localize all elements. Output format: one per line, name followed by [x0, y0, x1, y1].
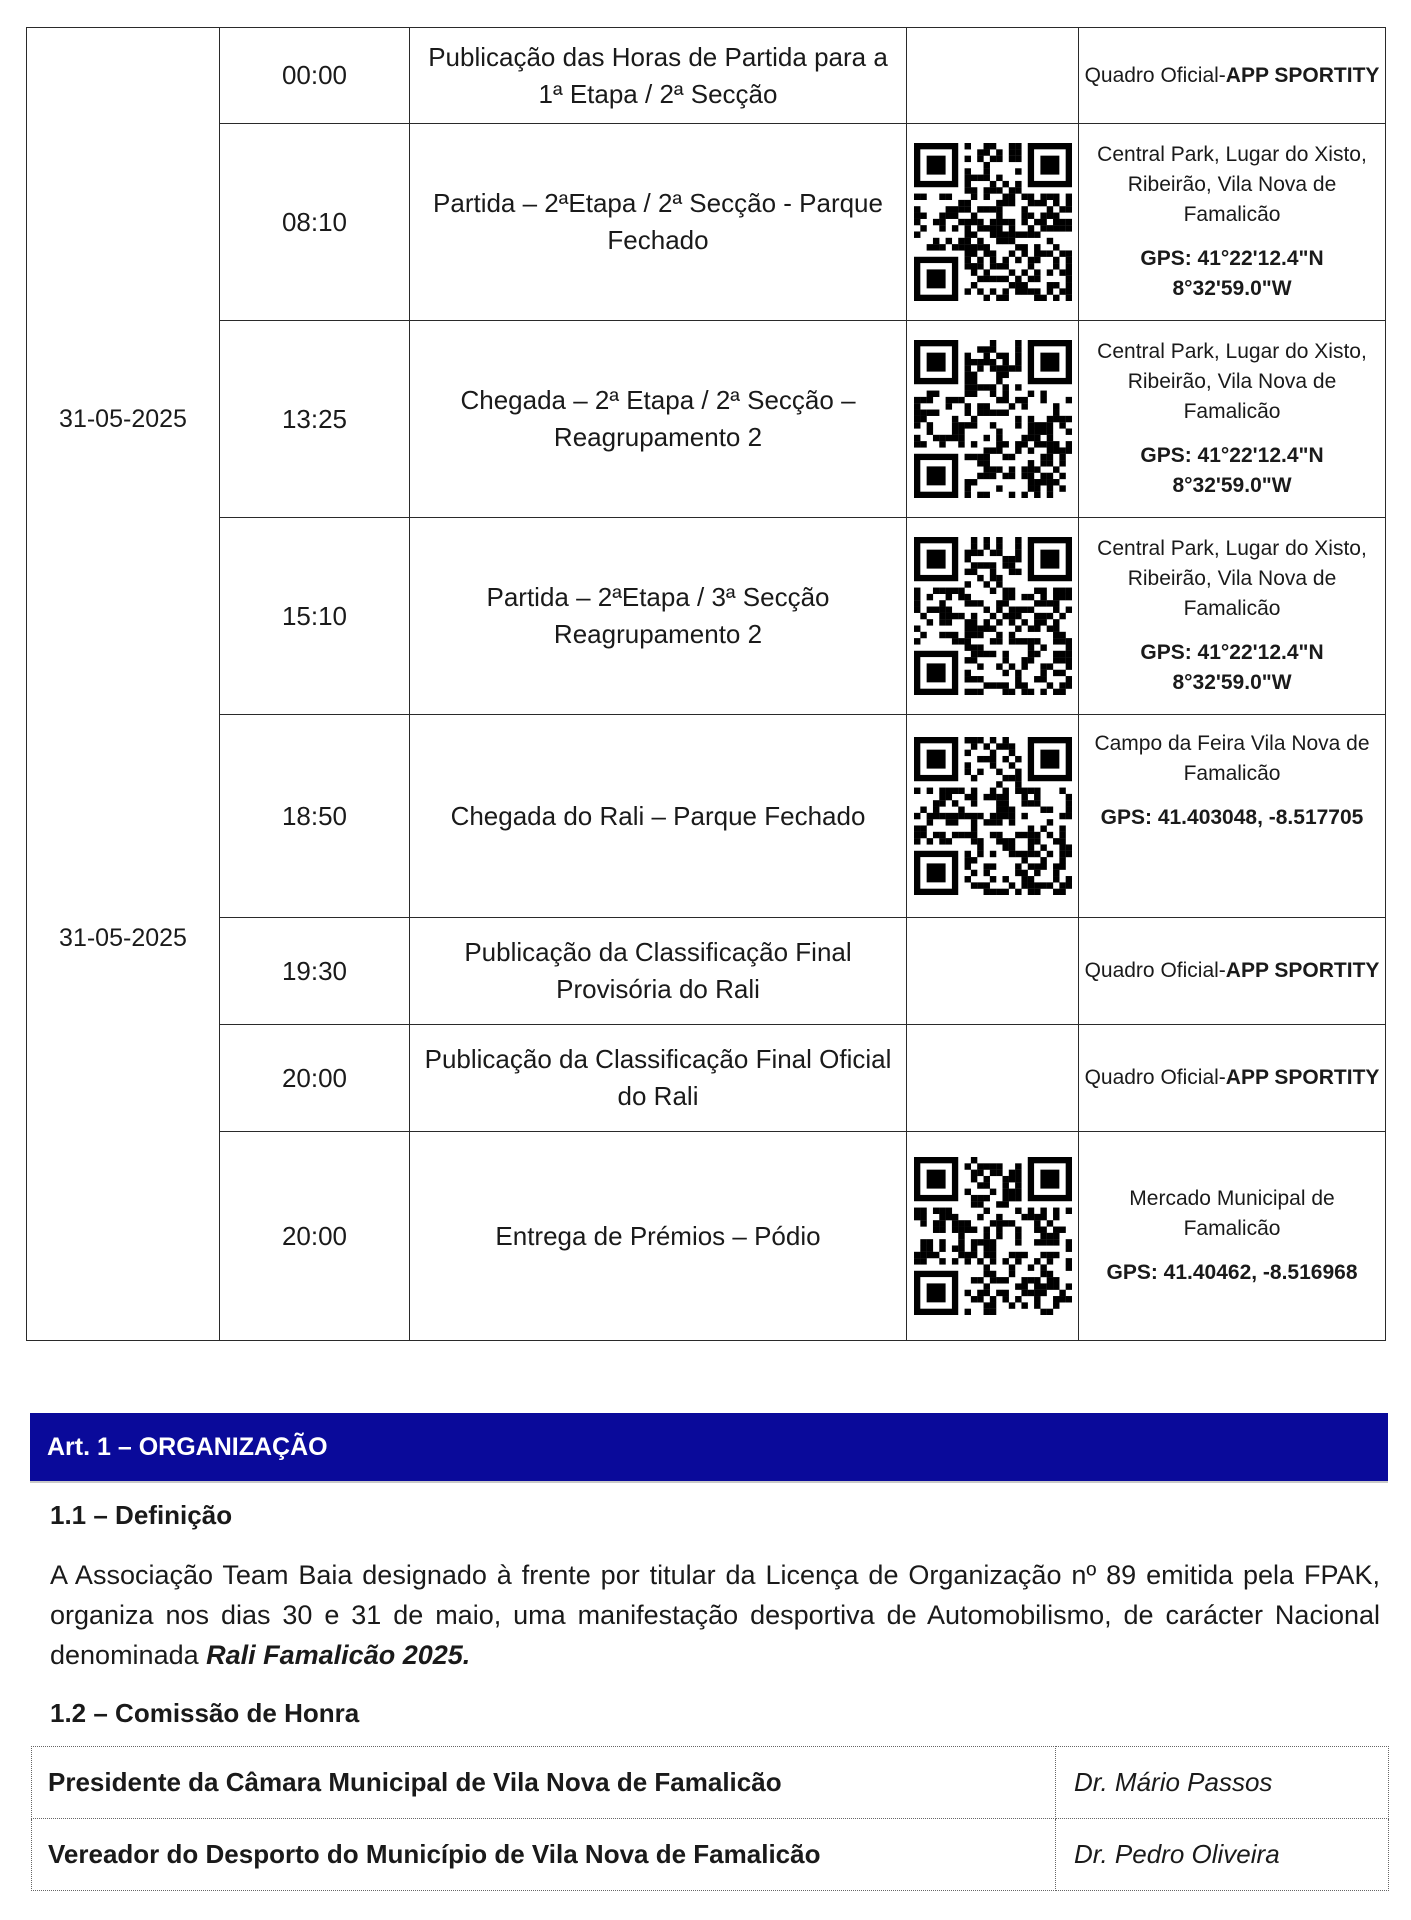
honour-table: [31, 1746, 1389, 1891]
location-cell: [1079, 1025, 1386, 1132]
section-title-honour: 1.2 – Comissão de Honra: [50, 1698, 360, 1728]
event-cell: Chegada – 2ª Etapa / 2ª Secção – Reagrupamento 2: [410, 321, 907, 518]
location-prefix: Quadro Oficial-: [1084, 1066, 1226, 1089]
location-address: Central Park, Lugar do Xisto, Ribeirão, Vila Nova de Famalicão: [1097, 537, 1367, 620]
location-gps: GPS: 41°22'12.4"N 8°32'59.0"W: [1140, 444, 1324, 497]
location-cell: [1079, 1132, 1386, 1341]
event-name: Rali Famalicão 2025.: [206, 1640, 471, 1670]
location-prefix: Quadro Oficial-: [1084, 63, 1226, 87]
location-cell: [1079, 28, 1386, 124]
date-cell-empty: [27, 518, 220, 715]
qr-code-icon: [914, 537, 1072, 695]
date-cell-empty: [27, 28, 220, 124]
qr-code-icon: [914, 143, 1072, 301]
time-cell: 20:00: [220, 1025, 410, 1132]
qr-cell: [907, 715, 1079, 918]
location-cell: [1079, 918, 1386, 1025]
location-gps: GPS: 41°22'12.4"N 8°32'59.0"W: [1140, 641, 1324, 694]
table-row: [27, 918, 1386, 1025]
definition-text: A Associação Team Baia designado à frente por titular da Licença de Organização nº 89 emitida pela FPAK, organiza nos dias 30 e 31 de maio, uma manifestação desportiva de Automobilismo, de carácter Nacional denominada: [50, 1560, 1380, 1670]
honour-role: Vereador do Desporto do Município de Vila Nova de Famalicão: [32, 1819, 1056, 1891]
definition-paragraph: [50, 1555, 1380, 1675]
location-gps: GPS: 41.40462, -8.516968: [1106, 1261, 1358, 1284]
location-address: Central Park, Lugar do Xisto, Ribeirão, Vila Nova de Famalicão: [1097, 143, 1367, 226]
honour-name: Dr. Pedro Oliveira: [1056, 1819, 1389, 1891]
date-cell-empty: [27, 1025, 220, 1132]
qr-cell: [907, 321, 1079, 518]
time-cell: 18:50: [220, 715, 410, 918]
date-cell: 31-05-2025: [27, 321, 220, 518]
location-app: APP SPORTITY: [1225, 959, 1380, 982]
qr-cell: [907, 518, 1079, 715]
location-gps: GPS: 41°22'12.4"N 8°32'59.0"W: [1140, 247, 1324, 300]
event-cell: Publicação da Classificação Final Provisória do Rali: [410, 918, 907, 1025]
location-cell: [1079, 715, 1386, 918]
qr-code-icon: [914, 737, 1072, 895]
qr-cell-empty: [907, 918, 1079, 1025]
table-row: [27, 321, 1386, 518]
location-address: Campo da Feira Vila Nova de Famalicão: [1094, 732, 1370, 785]
qr-cell-empty: [907, 28, 1079, 124]
table-row: [27, 715, 1386, 918]
time-cell: 19:30: [220, 918, 410, 1025]
location-gps: GPS: 41.403048, -8.517705: [1100, 806, 1364, 829]
table-row: [27, 1132, 1386, 1341]
table-row: [27, 518, 1386, 715]
article-heading: Art. 1 – ORGANIZAÇÃO: [47, 1432, 328, 1461]
table-row: [32, 1819, 1389, 1891]
location-prefix: Quadro Oficial-: [1084, 959, 1226, 982]
honour-name: Dr. Mário Passos: [1056, 1747, 1389, 1819]
location-cell: [1079, 321, 1386, 518]
event-cell: Partida – 2ªEtapa / 3ª Secção Reagrupamento 2: [410, 518, 907, 715]
date-cell-empty: [27, 1132, 220, 1341]
location-app: APP SPORTITY: [1225, 1066, 1380, 1089]
qr-code-icon: [914, 340, 1072, 498]
location-app: APP SPORTITY: [1225, 63, 1380, 87]
qr-cell-empty: [907, 1025, 1079, 1132]
event-cell: Publicação das Horas de Partida para a 1ª Etapa / 2ª Secção: [410, 28, 907, 124]
location-cell: [1079, 124, 1386, 321]
location-address: Central Park, Lugar do Xisto, Ribeirão, Vila Nova de Famalicão: [1097, 340, 1367, 423]
event-cell: Partida – 2ªEtapa / 2ª Secção - Parque Fechado: [410, 124, 907, 321]
date-cell-empty: [27, 124, 220, 321]
table-row: [32, 1747, 1389, 1819]
time-cell: 00:00: [220, 28, 410, 124]
qr-code-icon: [914, 1157, 1072, 1315]
location-address: Mercado Municipal de Famalicão: [1129, 1187, 1335, 1240]
section-title-definition: 1.1 – Definição: [50, 1500, 233, 1530]
time-cell: 20:00: [220, 1132, 410, 1341]
time-cell: 08:10: [220, 124, 410, 321]
event-cell: Entrega de Prémios – Pódio: [410, 1132, 907, 1341]
event-cell: Chegada do Rali – Parque Fechado: [410, 715, 907, 918]
event-cell: Publicação da Classificação Final Oficial do Rali: [410, 1025, 907, 1132]
heading-divider: [30, 1481, 1388, 1483]
qr-cell: [907, 124, 1079, 321]
date-cell-empty: [27, 715, 220, 918]
schedule-table: [26, 27, 1386, 1341]
qr-cell: [907, 1132, 1079, 1341]
table-row: [27, 28, 1386, 124]
table-row: [27, 1025, 1386, 1132]
article-heading-bar: [30, 1413, 1388, 1481]
location-cell: [1079, 518, 1386, 715]
time-cell: 13:25: [220, 321, 410, 518]
time-cell: 15:10: [220, 518, 410, 715]
table-row: [27, 124, 1386, 321]
date-cell: 31-05-2025: [27, 918, 220, 1025]
honour-role: Presidente da Câmara Municipal de Vila Nova de Famalicão: [32, 1747, 1056, 1819]
